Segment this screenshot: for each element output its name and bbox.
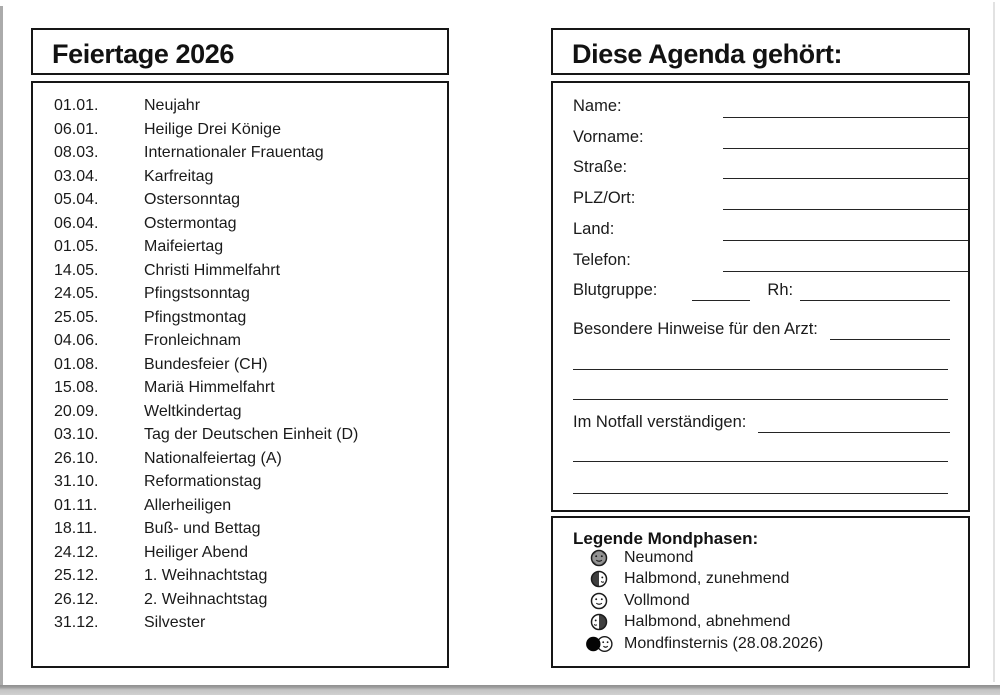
holiday-row bbox=[33, 259, 447, 283]
holiday-list bbox=[33, 83, 447, 635]
holiday-row bbox=[33, 541, 447, 565]
holiday-row bbox=[33, 470, 447, 494]
holiday-name: Reformationstag bbox=[144, 473, 262, 490]
holiday-date: 01.08. bbox=[54, 355, 99, 373]
holiday-date: 24.12. bbox=[54, 543, 99, 561]
blank-write-line bbox=[573, 461, 948, 462]
holiday-row bbox=[33, 212, 447, 236]
doctor-notes-row bbox=[573, 319, 950, 341]
legend-item-label: Neumond bbox=[624, 548, 694, 566]
holiday-name: Nationalfeiertag (A) bbox=[144, 449, 282, 467]
holiday-row bbox=[33, 141, 447, 165]
fill-in-line bbox=[723, 209, 968, 210]
holiday-row bbox=[33, 376, 447, 400]
holiday-name: Allerheiligen bbox=[144, 496, 232, 514]
lunar-eclipse-icon bbox=[584, 635, 614, 653]
holiday-name: Christi Himmelfahrt bbox=[144, 261, 281, 279]
holiday-name: Ostersonntag bbox=[144, 191, 241, 208]
holiday-name: Fronleichnam bbox=[144, 332, 241, 349]
holiday-name: Buß- und Bettag bbox=[144, 520, 261, 537]
holiday-name: Mariä Himmelfahrt bbox=[144, 379, 275, 396]
emergency-contact-line bbox=[758, 432, 950, 433]
holiday-name: Internationaler Frauentag bbox=[144, 144, 324, 161]
holiday-date: 25.12. bbox=[54, 567, 99, 584]
holiday-row bbox=[33, 588, 447, 612]
holiday-date: 05.04. bbox=[54, 191, 99, 208]
page-edge-left bbox=[0, 6, 3, 686]
holiday-row bbox=[33, 118, 447, 142]
legend-item bbox=[584, 633, 960, 654]
holiday-name: Ostermontag bbox=[144, 214, 237, 232]
holiday-date: 31.12. bbox=[54, 614, 99, 631]
holiday-date: 31.10. bbox=[54, 473, 99, 490]
holiday-row bbox=[33, 400, 447, 424]
holiday-name: Maifeiertag bbox=[144, 238, 224, 255]
full-moon-face-icon bbox=[584, 592, 614, 610]
holiday-date: 14.05. bbox=[54, 261, 99, 279]
form-field-label: Vorname: bbox=[573, 127, 644, 146]
blank-write-line bbox=[573, 369, 948, 370]
holiday-date: 18.11. bbox=[54, 520, 98, 537]
blank-write-line bbox=[573, 493, 948, 494]
holiday-date: 03.10. bbox=[54, 426, 99, 443]
holiday-name: Bundesfeier (CH) bbox=[144, 355, 268, 373]
holiday-name: 1. Weihnachtstag bbox=[144, 567, 268, 584]
emergency-contact-label: Im Notfall verständigen: bbox=[573, 413, 747, 431]
holiday-row bbox=[33, 447, 447, 471]
holiday-name: Heiliger Abend bbox=[144, 543, 249, 561]
waning-half-moon-face-icon bbox=[584, 613, 614, 631]
holiday-name: Silvester bbox=[144, 614, 206, 631]
holiday-name: Neujahr bbox=[144, 97, 201, 114]
holiday-row bbox=[33, 494, 447, 518]
form-field-label: Straße: bbox=[573, 158, 628, 177]
page-edge-right bbox=[993, 2, 995, 682]
emergency-contact-row bbox=[573, 412, 950, 434]
blank-write-line bbox=[573, 399, 948, 400]
fill-in-line bbox=[723, 240, 968, 241]
moon-phase-legend-box bbox=[551, 516, 970, 668]
holiday-date: 24.05. bbox=[54, 285, 99, 302]
doctor-notes-label: Besondere Hinweise für den Arzt: bbox=[573, 320, 818, 338]
holiday-name: Karfreitag bbox=[144, 167, 214, 185]
holiday-date: 03.04. bbox=[54, 167, 99, 185]
holiday-row bbox=[33, 423, 447, 447]
holiday-date: 01.11. bbox=[54, 496, 98, 514]
form-field-label: Land: bbox=[573, 219, 615, 238]
fill-in-line bbox=[723, 117, 968, 118]
holiday-date: 01.05. bbox=[54, 238, 99, 255]
holiday-date: 25.05. bbox=[54, 308, 99, 326]
fill-in-line bbox=[723, 271, 968, 272]
holiday-list-box bbox=[31, 81, 449, 668]
form-field-row bbox=[573, 189, 950, 211]
form-field-label: Telefon: bbox=[573, 250, 631, 269]
holiday-name: Weltkindertag bbox=[144, 402, 242, 420]
blood-group-label: Blutgruppe: bbox=[573, 281, 658, 299]
holiday-name: Pfingstsonntag bbox=[144, 285, 250, 302]
form-field-row bbox=[573, 128, 950, 150]
form-field-row bbox=[573, 251, 950, 273]
form-field-row bbox=[573, 158, 950, 180]
legend-item bbox=[584, 569, 960, 590]
waxing-half-moon-face-icon bbox=[584, 570, 614, 588]
holiday-name: Tag der Deutschen Einheit (D) bbox=[144, 426, 359, 443]
legend-item-label: Halbmond, abnehmend bbox=[624, 613, 791, 631]
owner-form-box bbox=[551, 81, 970, 512]
holiday-row bbox=[33, 329, 447, 353]
holidays-title-box bbox=[31, 28, 449, 75]
holiday-row bbox=[33, 235, 447, 259]
holiday-date: 04.06. bbox=[54, 332, 99, 349]
holiday-row bbox=[33, 282, 447, 306]
holidays-title: Feiertage 2026 bbox=[52, 39, 235, 69]
holiday-row bbox=[33, 353, 447, 377]
holiday-date: 08.03. bbox=[54, 144, 99, 161]
holiday-row bbox=[33, 188, 447, 212]
holiday-row bbox=[33, 165, 447, 189]
legend-item-label: Halbmond, zunehmend bbox=[624, 570, 790, 588]
owner-title: Diese Agenda gehört: bbox=[572, 39, 843, 69]
holiday-row bbox=[33, 94, 447, 118]
legend-item bbox=[584, 547, 960, 568]
holiday-row bbox=[33, 517, 447, 541]
legend-item-label: Mondfinsternis (28.08.2026) bbox=[624, 634, 824, 652]
holiday-row bbox=[33, 611, 447, 635]
holiday-date: 01.01. bbox=[54, 97, 99, 114]
fill-in-line bbox=[723, 148, 968, 149]
holiday-name: Heilige Drei Könige bbox=[144, 120, 281, 138]
legend-item-label: Vollmond bbox=[624, 591, 690, 609]
holiday-row bbox=[33, 306, 447, 330]
legend-title: Legende Mondphasen: bbox=[573, 529, 759, 548]
holiday-name: Pfingstmontag bbox=[144, 308, 247, 326]
blood-group-row bbox=[573, 280, 950, 302]
legend-item bbox=[584, 590, 960, 611]
holiday-date: 06.04. bbox=[54, 214, 99, 232]
blood-group-line bbox=[692, 300, 750, 301]
owner-title-box bbox=[551, 28, 970, 75]
doctor-notes-line bbox=[830, 339, 950, 340]
fill-in-line bbox=[723, 178, 968, 179]
legend-item bbox=[584, 612, 960, 633]
rh-label: Rh: bbox=[767, 281, 794, 299]
form-field-label: PLZ/Ort: bbox=[573, 189, 636, 208]
holiday-date: 06.01. bbox=[54, 120, 99, 138]
holiday-name: 2. Weihnachtstag bbox=[144, 590, 268, 608]
page-edge-bottom bbox=[0, 685, 1000, 695]
form-field-row bbox=[573, 97, 950, 119]
holiday-date: 26.12. bbox=[54, 590, 99, 608]
form-field-row bbox=[573, 220, 950, 242]
holiday-date: 15.08. bbox=[54, 379, 99, 396]
form-field-label: Name: bbox=[573, 97, 622, 115]
holiday-row bbox=[33, 564, 447, 588]
holiday-date: 26.10. bbox=[54, 449, 99, 467]
holiday-date: 20.09. bbox=[54, 402, 99, 420]
rh-line bbox=[800, 300, 950, 301]
new-moon-face-icon bbox=[584, 549, 614, 567]
